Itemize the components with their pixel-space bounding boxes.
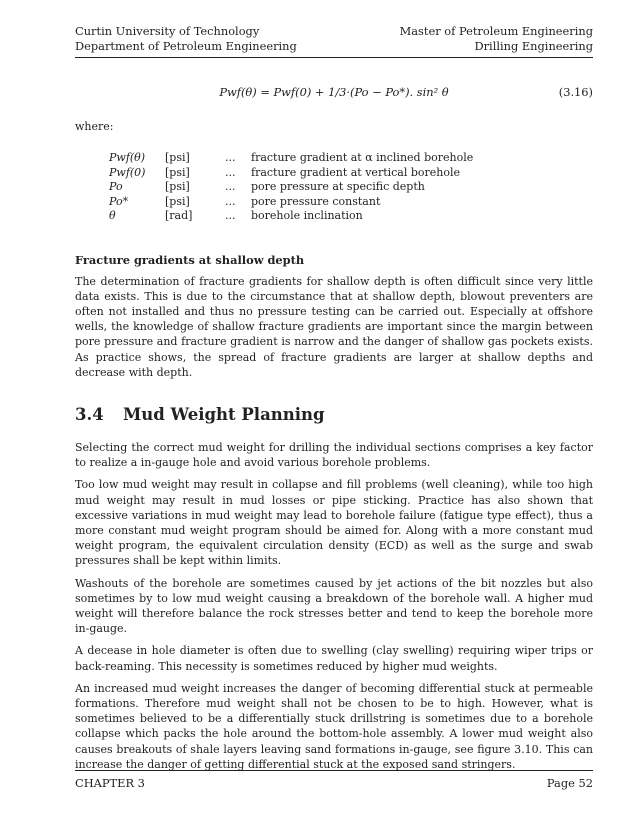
variable-symbol: Pwf(θ) bbox=[109, 151, 146, 164]
equation-body: Pwf(θ) = Pwf(0) + 1/3·(Po − Po*). sin² θ bbox=[219, 85, 449, 99]
footer-chapter: CHAPTER 3 bbox=[75, 776, 145, 790]
variable-unit: [rad] bbox=[165, 209, 193, 222]
variable-symbol: Po bbox=[109, 180, 123, 193]
page-footer bbox=[75, 770, 593, 790]
subsection-title: Fracture gradients at shallow depth bbox=[75, 252, 305, 267]
variable-description: borehole inclination bbox=[251, 209, 363, 222]
variable-row bbox=[109, 195, 473, 210]
section-heading bbox=[75, 405, 593, 424]
variable-dots: ... bbox=[225, 180, 236, 193]
header-program: Master of Petroleum Engineering bbox=[399, 24, 593, 38]
variable-table bbox=[109, 151, 473, 224]
header-university: Curtin University of Technology bbox=[75, 24, 260, 38]
variable-dots: ... bbox=[225, 151, 236, 164]
header-rule bbox=[75, 57, 593, 58]
header-department: Department of Petroleum Engineering bbox=[75, 39, 297, 53]
section-number: 3.4 bbox=[75, 404, 104, 424]
subsection-paragraph: The determination of fracture gradients for shallow depth is often difficult since very little data exists. This is due to the circumstance that at shallow depth, blowout preventers are often not installed and thus no pressure testing can be carried out. Especially at offshore wells, the knowledge of shallow fracture gradients are important since the margin between pore pressure and fracture gradient is narrow and the danger of shallow gas pockets exists. As practice shows, the spread of fracture gradients are larger at shallow depths and decrease with depth. bbox=[75, 274, 593, 379]
variable-row bbox=[109, 180, 473, 195]
section-title: Mud Weight Planning bbox=[123, 404, 325, 424]
variable-dots: ... bbox=[225, 194, 236, 208]
variable-symbol: Po* bbox=[109, 194, 129, 208]
section-paragraph: A decease in hole diameter is often due to swelling (clay swelling) requiring wiper trips or back-reaming. This necessity is sometimes reduced by higher mud weights. bbox=[75, 644, 593, 673]
section-paragraph: An increased mud weight increases the danger of becoming differential stuck at permeable formations. Therefore mud weight shall not be chosen to be to high. However, what is sometimes believed to be a differentially stuck drillstring is sometimes due to a borehole collapse which packs the hole around the bottom-hole assembly. A lower mud weight also causes breakouts of shale layers leaving sand formations in-gauge, see figure 3.10. This can increase the danger of getting differential stuck at the exposed sand stringers. bbox=[75, 681, 593, 771]
variable-unit: [psi] bbox=[165, 194, 190, 208]
equation-number: (3.16) bbox=[558, 85, 593, 99]
variable-row bbox=[109, 166, 473, 181]
document-page bbox=[75, 24, 593, 772]
section-paragraph: Selecting the correct mud weight for drilling the individual sections comprises a key factor to realize a in-gauge hole and avoid various borehole problems. bbox=[75, 440, 593, 470]
variable-description: fracture gradient at vertical borehole bbox=[251, 165, 461, 179]
variable-description: fracture gradient at α inclined borehole bbox=[251, 151, 474, 164]
page-header bbox=[75, 24, 593, 54]
variable-symbol: θ bbox=[109, 209, 116, 222]
where-label: where: bbox=[75, 120, 114, 133]
variable-unit: [psi] bbox=[165, 151, 190, 164]
section-paragraph: Washouts of the borehole are sometimes caused by jet actions of the bit nozzles but also sometimes by to low mud weight causing a breakdown of the borehole wall. A higher mud weight will therefore balance the rock stresses better and tend to keep the borehole more in-gauge. bbox=[75, 576, 593, 636]
variable-description: pore pressure constant bbox=[251, 194, 381, 208]
variable-dots: ... bbox=[225, 209, 236, 222]
footer-page-number: Page 52 bbox=[546, 776, 593, 790]
variable-row bbox=[109, 151, 473, 166]
section-paragraph: Too low mud weight may result in collapse and fill problems (well cleaning), while too high mud weight may result in mud losses or pipe sticking. Practice has also shown that excessive variations in mud weight may lead to borehole failure (fatigue type effect), thus a more constant mud weight program should be aimed for. Along with a more constant mud weight program, the equivalent circulation density (ECD) as well as the surge and swab pressures shall be kept within limits. bbox=[75, 478, 593, 568]
variable-unit: [psi] bbox=[165, 180, 190, 193]
variable-symbol: Pwf(0) bbox=[109, 165, 146, 179]
variable-description: pore pressure at specific depth bbox=[251, 180, 425, 193]
equation-3-16 bbox=[75, 74, 593, 114]
variable-dots: ... bbox=[225, 165, 236, 179]
footer-rule bbox=[75, 770, 593, 771]
variable-unit: [psi] bbox=[165, 165, 190, 179]
variable-row bbox=[109, 209, 473, 224]
header-course: Drilling Engineering bbox=[474, 39, 593, 53]
